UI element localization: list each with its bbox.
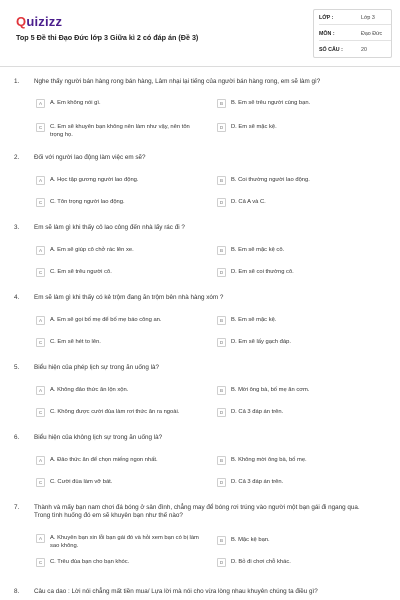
option-letter-badge: A (36, 534, 45, 543)
option-letter-badge: D (217, 198, 226, 207)
meta-subject-row: MÔN : Đạo Đức (319, 27, 391, 41)
document-title: Top 5 Đề thi Đạo Đức lớp 3 Giữa kì 2 có đáp án (Đề 3) (16, 33, 199, 42)
option-letter-badge: A (36, 316, 45, 325)
option-letter-badge: C (36, 478, 45, 487)
option-letter-badge: B (217, 316, 226, 325)
option-letter-badge: A (36, 99, 45, 108)
option-letter-badge: A (36, 456, 45, 465)
option-letter-badge: D (217, 408, 226, 417)
option-letter-badge: C (36, 123, 45, 132)
option-letter-badge: A (36, 176, 45, 185)
worksheet-header (0, 0, 400, 72)
option-letter-badge: D (217, 123, 226, 132)
question-text: Đối với người lao động làm việc em sẽ? (34, 154, 146, 161)
option-letter-badge: D (217, 558, 226, 567)
option-letter-badge: A (36, 386, 45, 395)
option-letter-badge: B (217, 386, 226, 395)
option-letter-badge: A (36, 246, 45, 255)
option-letter-badge: C (36, 338, 45, 347)
meta-count-row: SỐ CÂU : 20 (319, 47, 367, 53)
option-letter-badge: D (217, 478, 226, 487)
option-letter-badge: B (217, 536, 226, 545)
option-letter-badge: C (36, 408, 45, 417)
meta-info-box (313, 9, 392, 58)
quizizz-logo: Quizizz (16, 14, 63, 29)
option-letter-badge: B (217, 176, 226, 185)
option-letter-badge: C (36, 198, 45, 207)
option-letter-badge: B (217, 99, 226, 108)
option-letter-badge: D (217, 338, 226, 347)
option-letter-badge: B (217, 456, 226, 465)
question-text: Câu ca dao : Lời nói chẳng mất tiền mua/ Lựa lời mà nói cho vừa lòng nhau khuyên chúng ta điều gì? (34, 588, 318, 595)
question-text: Em sẽ làm gì khi thấy có kẻ trộm đang ăn trộm bên nhà hàng xóm ? (34, 294, 224, 301)
option-letter-badge: D (217, 268, 226, 277)
question-text: Thành và mấy bạn nam chơi đá bóng ở sân đình, chẳng may để bóng rơi trúng vào người một bạn gái đi ngang qua. Trong tình huống đó em sẽ khuyên bạn như thế nào? (34, 504, 360, 519)
option-letter-badge: B (217, 246, 226, 255)
question-text: Nghe thấy người bán hàng rong bán hàng, Lâm nhại lại tiếng của người bán hàng rong, em sẽ làm gì? (34, 78, 321, 85)
question-text: Em sẽ làm gì khi thấy cô lao công đến nhà lấy rác đi ? (34, 224, 185, 231)
header-divider (0, 66, 400, 67)
question-text: Biểu hiện của phép lịch sự trong ăn uống là? (34, 364, 159, 371)
option-letter-badge: C (36, 268, 45, 277)
question-text: Biểu hiện của không lịch sự trong ăn uống là? (34, 434, 163, 441)
meta-class-row: LỚP : Lớp 3 (319, 11, 391, 25)
option-letter-badge: C (36, 558, 45, 567)
